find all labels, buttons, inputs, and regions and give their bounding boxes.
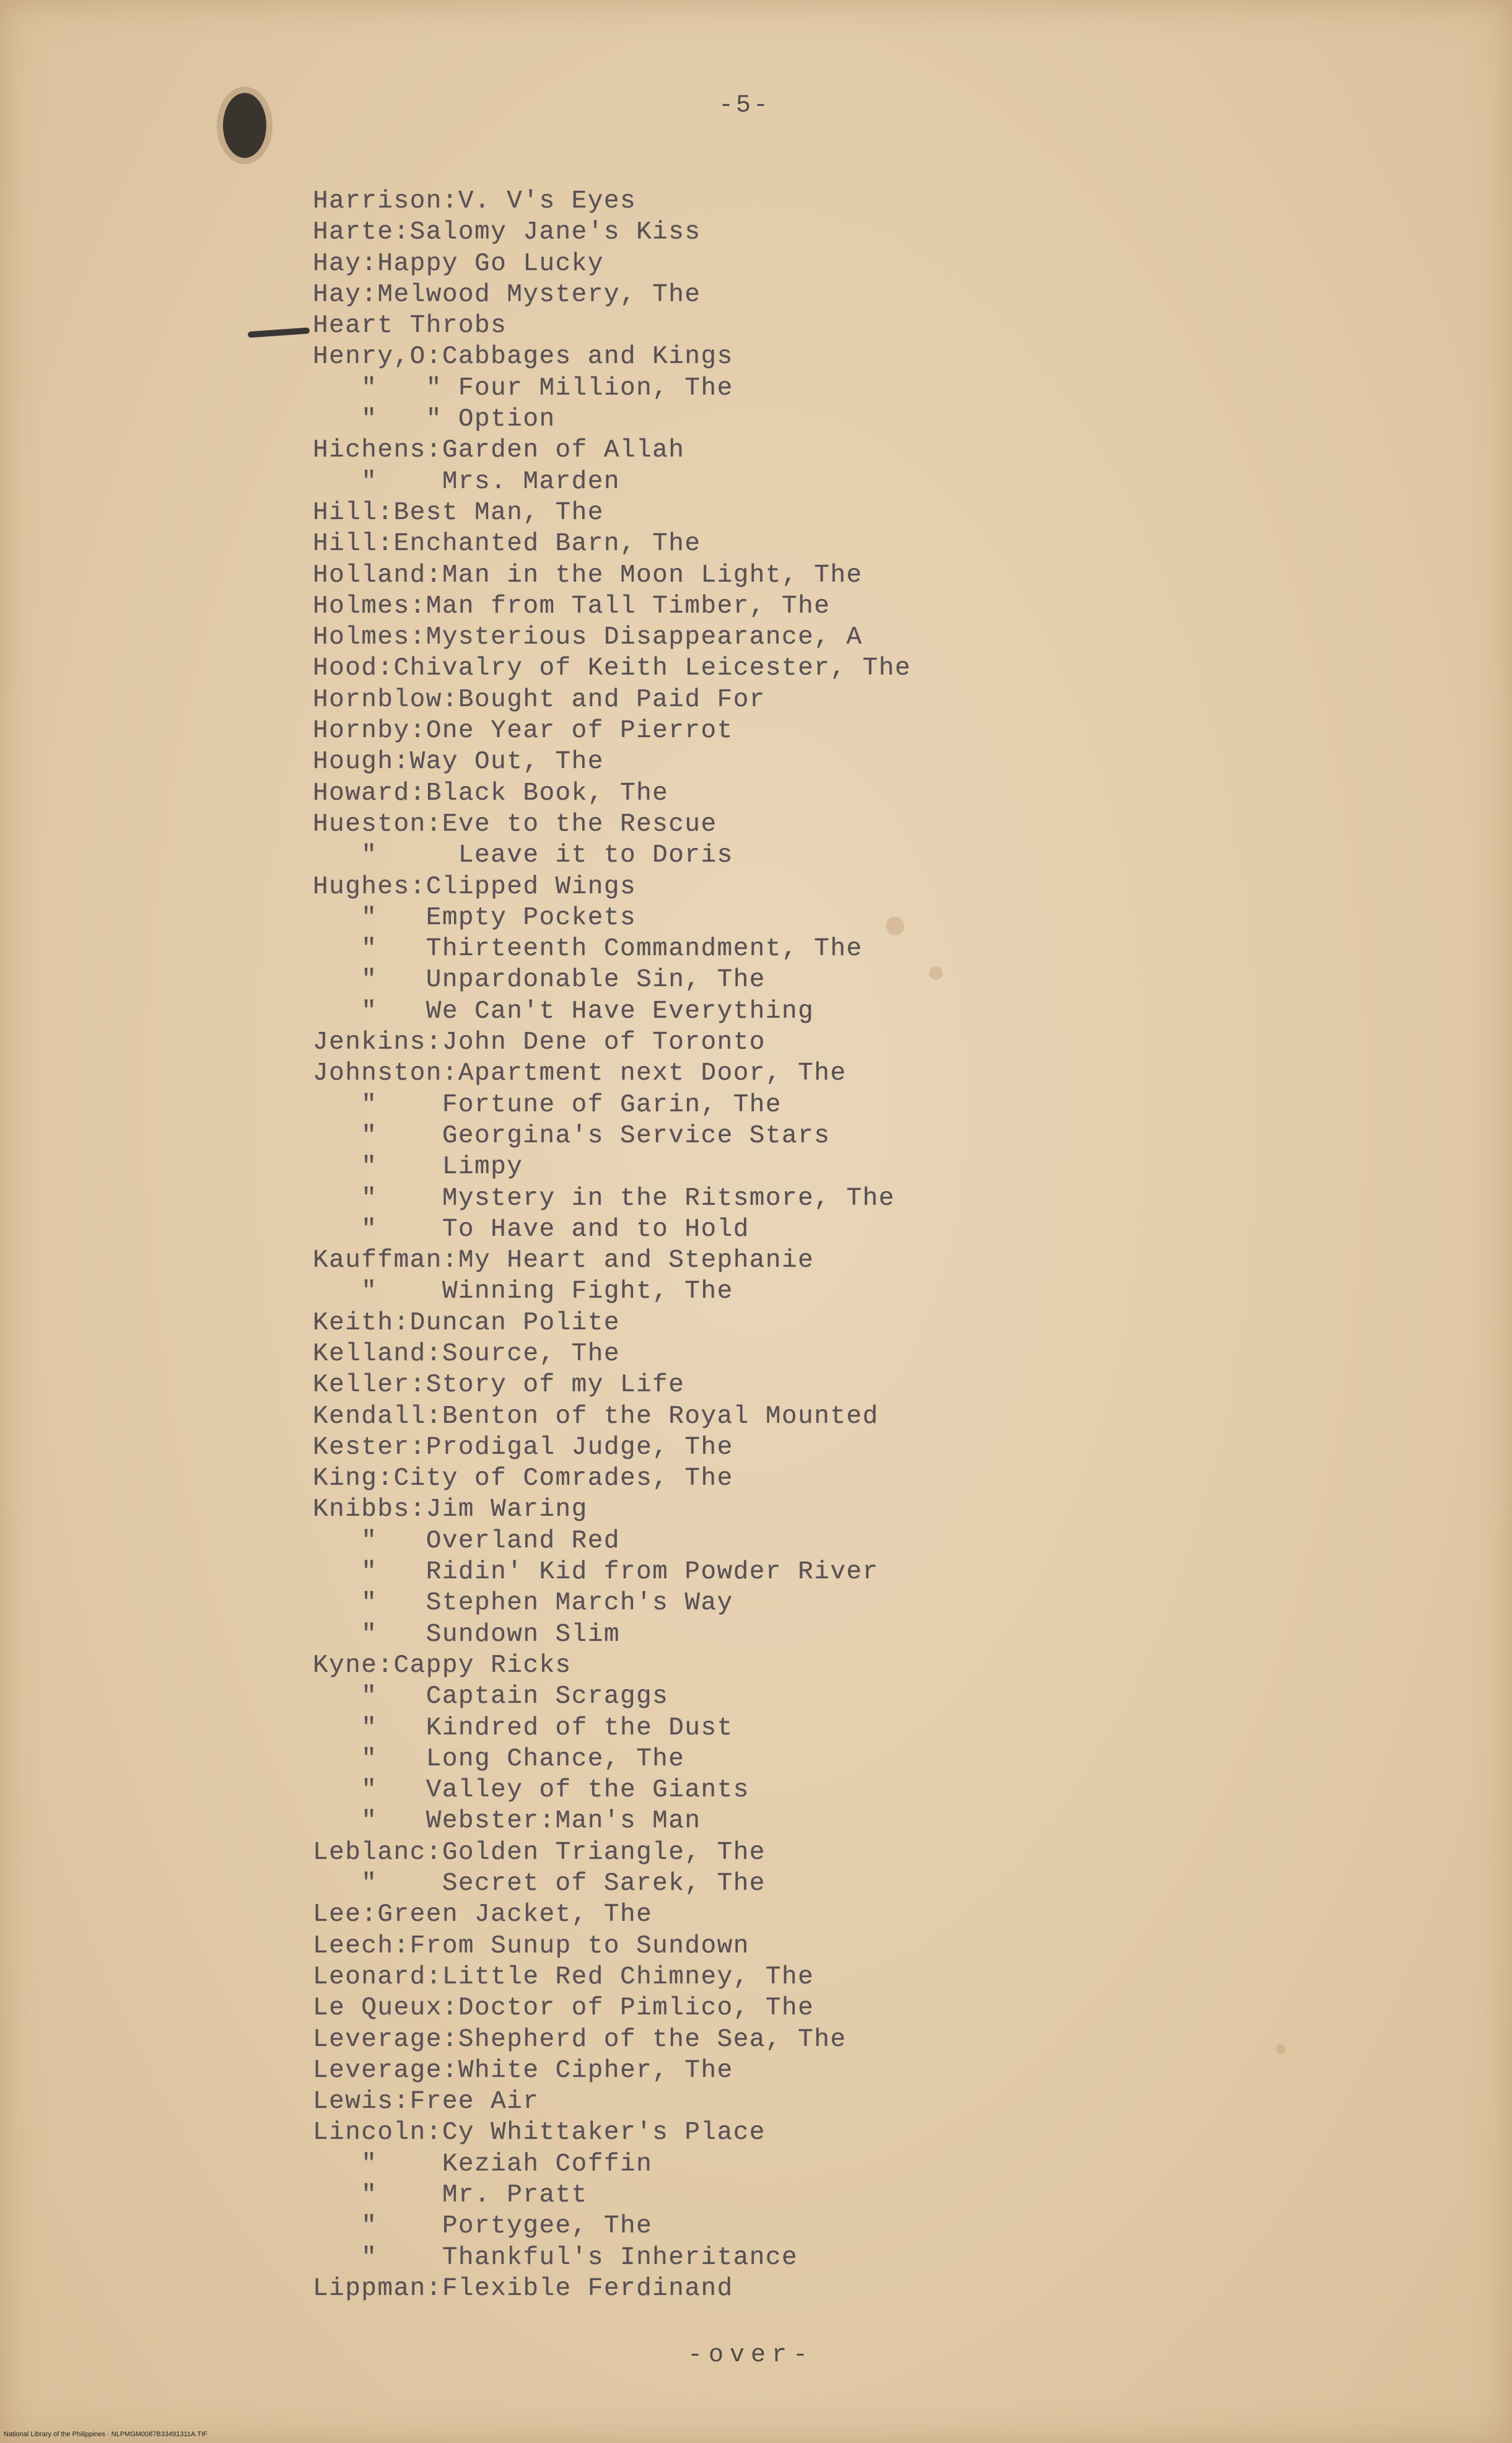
book-entry: Leblanc:Golden Triangle, The bbox=[313, 1838, 766, 1867]
book-entry: Holmes:Mysterious Disappearance, A bbox=[313, 623, 863, 652]
book-entry: " To Have and to Hold bbox=[313, 1215, 749, 1244]
book-entry: Hughes:Clipped Wings bbox=[313, 872, 637, 901]
book-entry: Howard:Black Book, The bbox=[313, 779, 669, 808]
book-entry: " Secret of Sarek, The bbox=[313, 1869, 766, 1899]
book-entry: Lee:Green Jacket, The bbox=[313, 1900, 653, 1929]
book-entry: " Thankful's Inheritance bbox=[313, 2243, 798, 2272]
paper-stain bbox=[929, 966, 943, 980]
book-entry: Kendall:Benton of the Royal Mounted bbox=[313, 1402, 879, 1431]
book-list bbox=[313, 186, 911, 2304]
book-entry: Harrison:V. V's Eyes bbox=[313, 187, 637, 216]
book-entry: " Portygee, The bbox=[313, 2212, 653, 2241]
punch-hole bbox=[223, 93, 266, 158]
book-entry: Leverage:Shepherd of the Sea, The bbox=[313, 2025, 847, 2054]
book-entry: Henry,O:Cabbages and Kings bbox=[313, 343, 733, 372]
library-credit: National Library of the Philippines · NLPMGM0087B33491311A.TIF bbox=[4, 2431, 208, 2438]
book-entry: " Mr. Pratt bbox=[313, 2181, 588, 2209]
book-entry: " Stephen March's Way bbox=[313, 1589, 733, 1618]
book-entry: Keller:Story of my Life bbox=[313, 1371, 685, 1400]
book-entry: Hood:Chivalry of Keith Leicester, The bbox=[313, 654, 911, 683]
page-number: -5- bbox=[719, 92, 771, 120]
book-entry: Leonard:Little Red Chimney, The bbox=[313, 1962, 815, 1991]
book-entry: " Mrs. Marden bbox=[313, 467, 620, 496]
book-entry: " Mystery in the Ritsmore, The bbox=[313, 1184, 895, 1213]
book-entry: " Keziah Coffin bbox=[313, 2149, 653, 2179]
book-entry: " Unpardonable Sin, The bbox=[313, 966, 766, 995]
book-entry: Hough:Way Out, The bbox=[313, 748, 604, 777]
book-entry: " Valley of the Giants bbox=[313, 1776, 749, 1805]
book-entry: " Long Chance, The bbox=[313, 1744, 685, 1773]
book-entry: Hornby:One Year of Pierrot bbox=[313, 717, 733, 746]
book-entry: Leverage:White Cipher, The bbox=[313, 2056, 733, 2085]
book-entry: Lewis:Free Air bbox=[313, 2087, 540, 2117]
book-entry: Lippman:Flexible Ferdinand bbox=[313, 2274, 733, 2303]
book-entry: Jenkins:John Dene of Toronto bbox=[313, 1028, 766, 1057]
book-entry: " Leave it to Doris bbox=[313, 841, 733, 870]
book-entry: " " Option bbox=[313, 405, 556, 434]
book-entry: Harte:Salomy Jane's Kiss bbox=[313, 218, 701, 247]
book-entry: King:City of Comrades, The bbox=[313, 1464, 733, 1493]
book-entry: Hichens:Garden of Allah bbox=[313, 436, 685, 465]
book-entry: " Empty Pockets bbox=[313, 903, 637, 932]
book-entry: Kelland:Source, The bbox=[313, 1339, 620, 1368]
book-entry: Le Queux:Doctor of Pimlico, The bbox=[313, 1994, 815, 2023]
book-entry: Holland:Man in the Moon Light, The bbox=[313, 561, 863, 590]
book-entry: " Fortune of Garin, The bbox=[313, 1090, 782, 1119]
book-entry: " Thirteenth Commandment, The bbox=[313, 935, 863, 964]
book-entry: Kyne:Cappy Ricks bbox=[313, 1651, 572, 1680]
book-entry: Keith:Duncan Polite bbox=[313, 1308, 620, 1337]
footer-continuation: -over- bbox=[688, 2341, 815, 2369]
book-entry: " Overland Red bbox=[313, 1526, 620, 1555]
book-entry: Johnston:Apartment next Door, The bbox=[313, 1059, 847, 1088]
book-entry: Hay:Melwood Mystery, The bbox=[313, 280, 701, 309]
book-entry: Hill:Best Man, The bbox=[313, 498, 604, 527]
book-entry: Holmes:Man from Tall Timber, The bbox=[313, 592, 831, 621]
paper-stain bbox=[1276, 2044, 1286, 2054]
book-entry: " Captain Scraggs bbox=[313, 1682, 669, 1711]
book-entry: Kauffman:My Heart and Stephanie bbox=[313, 1246, 815, 1275]
book-entry: Hueston:Eve to the Rescue bbox=[313, 810, 717, 839]
book-entry: Lincoln:Cy Whittaker's Place bbox=[313, 2118, 766, 2148]
book-entry: " Georgina's Service Stars bbox=[313, 1121, 831, 1150]
book-entry: Kester:Prodigal Judge, The bbox=[313, 1433, 733, 1462]
book-entry: Knibbs:Jim Waring bbox=[313, 1495, 588, 1524]
pen-margin-mark bbox=[248, 328, 310, 338]
book-entry: " " Four Million, The bbox=[313, 374, 733, 403]
book-entry: " Winning Fight, The bbox=[313, 1277, 733, 1306]
book-entry: Hill:Enchanted Barn, The bbox=[313, 530, 701, 559]
book-entry: Hornblow:Bought and Paid For bbox=[313, 685, 766, 714]
book-entry: " Webster:Man's Man bbox=[313, 1807, 701, 1836]
book-entry: Leech:From Sunup to Sundown bbox=[313, 1931, 749, 1960]
book-entry: Heart Throbs bbox=[313, 312, 507, 341]
book-entry: " Sundown Slim bbox=[313, 1620, 620, 1649]
book-entry: Hay:Happy Go Lucky bbox=[313, 249, 604, 278]
book-entry: " Kindred of the Dust bbox=[313, 1713, 733, 1742]
book-entry: " We Can't Have Everything bbox=[313, 997, 815, 1026]
book-entry: " Ridin' Kid from Powder River bbox=[313, 1558, 879, 1587]
book-entry: " Limpy bbox=[313, 1153, 523, 1182]
